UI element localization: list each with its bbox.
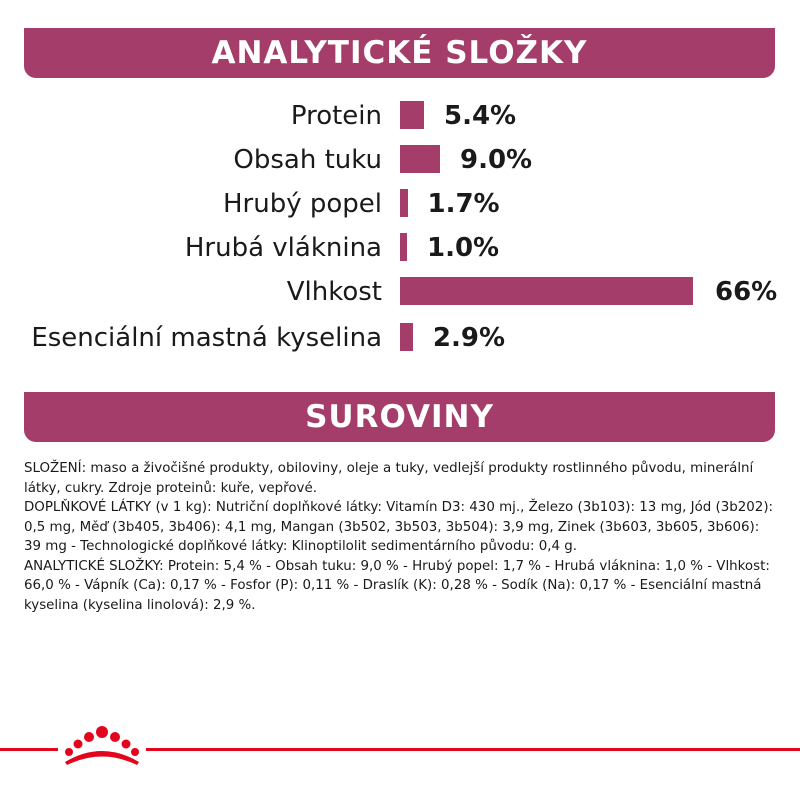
row-label: Esenciální mastná kyselina bbox=[31, 323, 382, 353]
composition-text bbox=[24, 459, 776, 615]
row-bar bbox=[400, 277, 693, 305]
row-label: Protein bbox=[290, 101, 382, 131]
analytics-row bbox=[0, 318, 800, 358]
footer-line-right bbox=[146, 748, 800, 751]
footer-line-left bbox=[0, 748, 58, 751]
row-value: 1.7% bbox=[427, 189, 500, 219]
royal-canin-crown-icon bbox=[58, 718, 146, 774]
row-value: 5.4% bbox=[444, 101, 517, 131]
analytics-row bbox=[0, 184, 800, 224]
row-bar bbox=[400, 323, 413, 351]
row-bar bbox=[400, 189, 408, 217]
ingredients-title: SUROVINY bbox=[305, 399, 494, 435]
composition-paragraph: SLOŽENÍ: maso a živočišné produkty, obiloviny, oleje a tuky, vedlejší produkty rostlinného původu, minerální látky, cukry. Zdroje proteinů: kuře, vepřové. bbox=[24, 461, 754, 496]
ingredients-header bbox=[24, 392, 775, 442]
row-value: 9.0% bbox=[460, 145, 533, 175]
row-value: 66% bbox=[715, 277, 778, 307]
row-label: Hrubá vláknina bbox=[184, 233, 382, 263]
analytics-row bbox=[0, 272, 800, 312]
analytics-row bbox=[0, 228, 800, 268]
row-bar bbox=[400, 101, 424, 129]
analytics-title: ANALYTICKÉ SLOŽKY bbox=[211, 35, 588, 71]
row-bar bbox=[400, 145, 440, 173]
row-label: Vlhkost bbox=[286, 277, 382, 307]
row-value: 1.0% bbox=[427, 233, 500, 263]
analytical-paragraph: ANALYTICKÉ SLOŽKY: Protein: 5,4 % - Obsah tuku: 9,0 % - Hrubý popel: 1,7 % - Hrubá vláknina: 1,0 % - Vlhkost: 66,0 % - Vápník (Ca): 0,17 % - Fosfor (P): 0,11 % - Draslík (K): 0,28 % - Sodík (Na): 0,17 % - Esenciální mastná kyselina (kyselina linolová): 2,9 %. bbox=[24, 558, 770, 613]
additives-paragraph: DOPLŇKOVÉ LÁTKY (v 1 kg): Nutriční doplňkové látky: Vitamín D3: 430 mj., Železo (3b103): 13 mg, Jód (3b202): 0,5 mg, Měď (3b405, 3b406): 4,1 mg, Mangan (3b502, 3b503, 3b504): 3,9 mg, Zinek (3b603, 3b605, 3b606): 39 mg - Technologické doplňkové látky: Klinoptilolit sedimentárního původu: 0,4 g. bbox=[24, 500, 774, 554]
row-bar bbox=[400, 233, 407, 261]
row-value: 2.9% bbox=[432, 323, 505, 353]
analytics-header bbox=[24, 28, 775, 78]
analytics-row bbox=[0, 140, 800, 180]
row-label: Hrubý popel bbox=[222, 189, 382, 219]
row-label: Obsah tuku bbox=[233, 145, 382, 175]
analytics-row bbox=[0, 96, 800, 136]
